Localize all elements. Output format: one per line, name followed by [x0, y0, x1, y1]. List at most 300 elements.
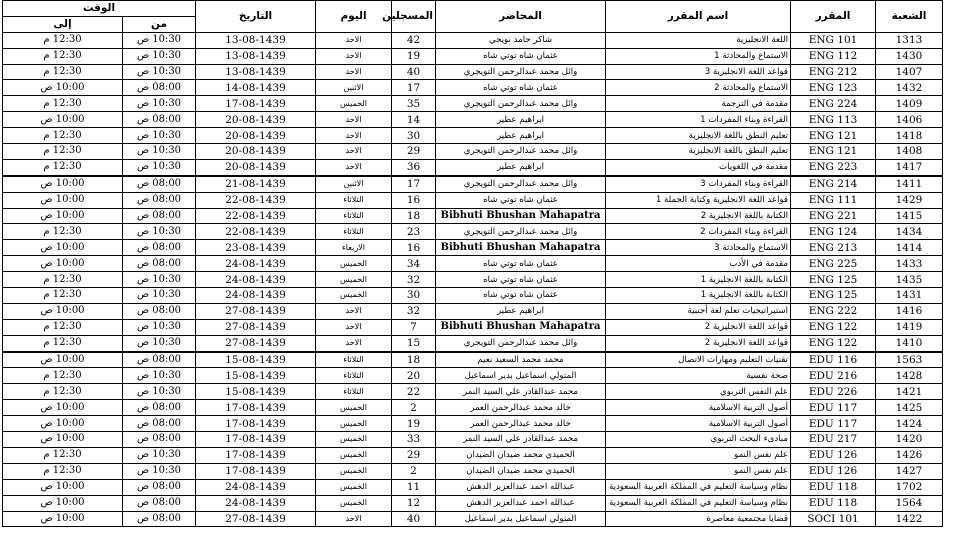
row-lecturer: ابراهيم عطير — [436, 303, 606, 319]
row-time-from: 10:30 ص — [123, 335, 196, 351]
row-time-to: 12:30 م — [3, 224, 123, 240]
row-section: 1414 — [876, 240, 943, 256]
row-time-from: 08:00 ص — [123, 511, 196, 527]
row-time-from: 08:00 ص — [123, 352, 196, 368]
row-time-to: 10:00 ص — [3, 192, 123, 208]
row-section: 1406 — [876, 112, 943, 128]
row-time-from: 10:30 ص — [123, 159, 196, 175]
row-section: 1418 — [876, 128, 943, 144]
row-date: 20-08-1439 — [196, 112, 316, 128]
row-course-name: مبادىء البحث التربوي — [606, 432, 791, 448]
row-day: الثلاثاء — [316, 384, 392, 400]
row-course: ENG 212 — [791, 64, 876, 80]
row-date: 20-08-1439 — [196, 128, 316, 144]
row-date: 17-08-1439 — [196, 400, 316, 416]
row-date: 24-08-1439 — [196, 479, 316, 495]
table-row — [3, 176, 943, 192]
row-enrolled: 23 — [392, 224, 436, 240]
row-date: 22-08-1439 — [196, 208, 316, 224]
header-time-to: إلى — [3, 16, 123, 32]
row-time-to: 12:30 م — [3, 319, 123, 335]
row-day: الاثنين — [316, 80, 392, 96]
row-time-from: 10:30 ص — [123, 384, 196, 400]
row-time-from: 10:30 ص — [123, 32, 196, 48]
row-course: ENG 224 — [791, 96, 876, 112]
header-time: الوقت — [3, 1, 196, 17]
row-course: EDU 226 — [791, 384, 876, 400]
row-course: ENG 112 — [791, 48, 876, 64]
row-course: ENG 121 — [791, 144, 876, 160]
row-lecturer: Bibhuti Bhushan Mahapatra — [436, 319, 606, 335]
row-course: EDU 126 — [791, 447, 876, 463]
row-course-name: اللغة الانجليزية — [606, 32, 791, 48]
row-course-name: قواعد اللغة الانجليزية 3 — [606, 64, 791, 80]
row-time-to: 10:00 ص — [3, 400, 123, 416]
row-section: 1408 — [876, 144, 943, 160]
row-day: الخميس — [316, 400, 392, 416]
row-course: ENG 121 — [791, 128, 876, 144]
row-course-name: قواعد اللغة الانجليزية 2 — [606, 319, 791, 335]
row-course-name: الكتابة باللغة الانجليزية 1 — [606, 288, 791, 304]
row-section: 1426 — [876, 447, 943, 463]
row-time-to: 12:30 م — [3, 32, 123, 48]
row-day: الاحد — [316, 64, 392, 80]
row-lecturer: عبدالله احمد عبدالعزيز الدهش — [436, 479, 606, 495]
row-time-from: 08:00 ص — [123, 416, 196, 432]
row-time-from: 08:00 ص — [123, 432, 196, 448]
row-enrolled: 33 — [392, 432, 436, 448]
row-lecturer: Bibhuti Bhushan Mahapatra — [436, 240, 606, 256]
row-time-to: 12:30 م — [3, 128, 123, 144]
row-date: 15-08-1439 — [196, 352, 316, 368]
header-section: الشعبة — [876, 1, 943, 33]
table-row — [3, 256, 943, 272]
table-row — [3, 32, 943, 48]
row-day: الخميس — [316, 256, 392, 272]
table-row — [3, 112, 943, 128]
row-enrolled: 32 — [392, 272, 436, 288]
row-day: الاثنين — [316, 176, 392, 192]
row-time-from: 10:30 ص — [123, 64, 196, 80]
row-date: 20-08-1439 — [196, 144, 316, 160]
row-day: الثلاثاء — [316, 368, 392, 384]
row-course-name: الكتابة باللغة الانجليزية 1 — [606, 272, 791, 288]
row-day: الخميس — [316, 416, 392, 432]
row-section: 1425 — [876, 400, 943, 416]
row-section: 1431 — [876, 288, 943, 304]
table-row — [3, 144, 943, 160]
row-lecturer: عثمان شاه توتي شاه — [436, 48, 606, 64]
row-course: ENG 111 — [791, 192, 876, 208]
row-time-from: 10:30 ص — [123, 368, 196, 384]
row-course: ENG 214 — [791, 176, 876, 192]
row-enrolled: 16 — [392, 192, 436, 208]
row-course-name: نظام وسياسة التعليم في المملكة العربية السعودية — [606, 479, 791, 495]
row-enrolled: 12 — [392, 495, 436, 511]
row-lecturer: وائل محمد عبدالرحمن التويجري — [436, 176, 606, 192]
row-enrolled: 29 — [392, 144, 436, 160]
row-time-from: 08:00 ص — [123, 112, 196, 128]
row-section: 1429 — [876, 192, 943, 208]
row-time-to: 10:00 ص — [3, 432, 123, 448]
table-row — [3, 96, 943, 112]
row-time-from: 08:00 ص — [123, 192, 196, 208]
row-course-name: قواعد اللغة الانجليزية 2 — [606, 335, 791, 351]
row-date: 14-08-1439 — [196, 80, 316, 96]
row-date: 17-08-1439 — [196, 463, 316, 479]
row-enrolled: 22 — [392, 384, 436, 400]
row-lecturer: عبدالله احمد عبدالعزيز الدهش — [436, 495, 606, 511]
table-row — [3, 80, 943, 96]
row-section: 1433 — [876, 256, 943, 272]
row-course: EDU 118 — [791, 495, 876, 511]
row-lecturer: شاكر حامد نويجي — [436, 32, 606, 48]
row-enrolled: 19 — [392, 416, 436, 432]
row-course: ENG 122 — [791, 319, 876, 335]
row-time-to: 12:30 م — [3, 463, 123, 479]
row-enrolled: 2 — [392, 400, 436, 416]
row-lecturer: المتولي اسماعيل بدير اسماعيل — [436, 368, 606, 384]
row-date: 17-08-1439 — [196, 416, 316, 432]
row-time-to: 12:30 م — [3, 368, 123, 384]
row-time-from: 10:30 ص — [123, 128, 196, 144]
row-date: 15-08-1439 — [196, 368, 316, 384]
row-course: ENG 125 — [791, 272, 876, 288]
row-enrolled: 18 — [392, 208, 436, 224]
row-course: ENG 113 — [791, 112, 876, 128]
row-lecturer: محمد عبدالقادر علي السيد النمر — [436, 384, 606, 400]
row-lecturer: وائل محمد عبدالرحمن التويجري — [436, 224, 606, 240]
row-date: 22-08-1439 — [196, 224, 316, 240]
row-enrolled: 7 — [392, 319, 436, 335]
row-lecturer: عثمان شاه توتي شاه — [436, 80, 606, 96]
row-section: 1564 — [876, 495, 943, 511]
row-section: 1432 — [876, 80, 943, 96]
row-enrolled: 30 — [392, 288, 436, 304]
row-day: الاربعاء — [316, 240, 392, 256]
row-lecturer: وائل محمد عبدالرحمن التويجري — [436, 96, 606, 112]
row-date: 21-08-1439 — [196, 176, 316, 192]
row-date: 27-08-1439 — [196, 335, 316, 351]
row-section: 1435 — [876, 272, 943, 288]
row-day: الثلاثاء — [316, 192, 392, 208]
header-course: المقرر — [791, 1, 876, 33]
row-course: ENG 124 — [791, 224, 876, 240]
row-time-from: 10:30 ص — [123, 224, 196, 240]
header-date: التاريخ — [196, 1, 316, 33]
table-row — [3, 432, 943, 448]
row-lecturer: خالد محمد عبدالرحمن العمر — [436, 400, 606, 416]
row-enrolled: 40 — [392, 511, 436, 527]
header-enrolled: المسجلين — [392, 1, 436, 33]
row-enrolled: 29 — [392, 447, 436, 463]
row-time-from: 08:00 ص — [123, 495, 196, 511]
row-course: ENG 122 — [791, 335, 876, 351]
row-course: EDU 117 — [791, 416, 876, 432]
table-row — [3, 64, 943, 80]
row-time-from: 10:30 ص — [123, 48, 196, 64]
row-date: 27-08-1439 — [196, 303, 316, 319]
row-course-name: نظام وسياسة التعليم في المملكة العربية السعودية — [606, 495, 791, 511]
row-enrolled: 17 — [392, 80, 436, 96]
row-course: ENG 223 — [791, 159, 876, 175]
row-enrolled: 34 — [392, 256, 436, 272]
table-row — [3, 303, 943, 319]
row-time-from: 10:30 ص — [123, 96, 196, 112]
row-course-name: مقدمة في اللغويات — [606, 159, 791, 175]
row-section: 1563 — [876, 352, 943, 368]
row-course-name: تقنيات التعليم ومهارات الاتصال — [606, 352, 791, 368]
table-row — [3, 368, 943, 384]
header-row — [3, 1, 943, 17]
row-lecturer: ابراهيم عطير — [436, 112, 606, 128]
table-row — [3, 272, 943, 288]
row-lecturer: ابراهيم عطير — [436, 128, 606, 144]
row-course-name: القراءة وبناء المفردات 3 — [606, 176, 791, 192]
row-section: 1420 — [876, 432, 943, 448]
row-lecturer: محمد عبدالقادر علي السيد النمر — [436, 432, 606, 448]
row-section: 1430 — [876, 48, 943, 64]
row-day: الثلاثاء — [316, 224, 392, 240]
row-date: 23-08-1439 — [196, 240, 316, 256]
row-course-name: الاستماع والمحادثة 3 — [606, 240, 791, 256]
row-enrolled: 18 — [392, 352, 436, 368]
row-course: ENG 221 — [791, 208, 876, 224]
row-section: 1410 — [876, 335, 943, 351]
table-row — [3, 319, 943, 335]
row-date: 20-08-1439 — [196, 159, 316, 175]
header-day: اليوم — [316, 1, 392, 33]
row-course: EDU 117 — [791, 400, 876, 416]
row-date: 13-08-1439 — [196, 64, 316, 80]
row-day: الاحد — [316, 128, 392, 144]
row-lecturer: عثمان شاه توتي شاه — [436, 256, 606, 272]
row-enrolled: 40 — [392, 64, 436, 80]
row-section: 1422 — [876, 511, 943, 527]
row-course-name: استيراتيجيات تعلم لغة أجنبية — [606, 303, 791, 319]
row-day: الخميس — [316, 479, 392, 495]
row-time-to: 10:00 ص — [3, 511, 123, 527]
table-row — [3, 416, 943, 432]
row-day: الخميس — [316, 432, 392, 448]
row-enrolled: 30 — [392, 128, 436, 144]
row-time-from: 08:00 ص — [123, 80, 196, 96]
row-lecturer: Bibhuti Bhushan Mahapatra — [436, 208, 606, 224]
row-time-from: 10:30 ص — [123, 447, 196, 463]
row-enrolled: 17 — [392, 176, 436, 192]
row-enrolled: 32 — [392, 303, 436, 319]
row-day: الخميس — [316, 463, 392, 479]
row-section: 1702 — [876, 479, 943, 495]
table-row — [3, 511, 943, 527]
row-enrolled: 19 — [392, 48, 436, 64]
row-time-to: 12:30 م — [3, 96, 123, 112]
row-lecturer: وائل محمد عبدالرحمن التويجري — [436, 64, 606, 80]
row-time-from: 08:00 ص — [123, 400, 196, 416]
row-course-name: تعليم النطق باللغة الانجليزية — [606, 128, 791, 144]
row-day: الخميس — [316, 288, 392, 304]
row-course-name: أصول التربية الاسلامية — [606, 400, 791, 416]
header-time-from: من — [123, 16, 196, 32]
table-row — [3, 400, 943, 416]
row-lecturer: عثمان شاه توتي شاه — [436, 272, 606, 288]
row-enrolled: 35 — [392, 96, 436, 112]
table-row — [3, 447, 943, 463]
row-time-to: 12:30 م — [3, 335, 123, 351]
table-row — [3, 224, 943, 240]
row-section: 1428 — [876, 368, 943, 384]
row-time-to: 12:30 م — [3, 288, 123, 304]
table-row — [3, 463, 943, 479]
row-time-to: 12:30 م — [3, 48, 123, 64]
row-course: EDU 217 — [791, 432, 876, 448]
row-enrolled: 14 — [392, 112, 436, 128]
row-lecturer: عثمان شاه توتي شاه — [436, 288, 606, 304]
row-day: الاحد — [316, 319, 392, 335]
row-course-name: علم نفس النمو — [606, 463, 791, 479]
row-course: ENG 225 — [791, 256, 876, 272]
row-day: الخميس — [316, 272, 392, 288]
row-course-name: مقدمة في الأدب — [606, 256, 791, 272]
row-course: ENG 101 — [791, 32, 876, 48]
row-date: 17-08-1439 — [196, 96, 316, 112]
row-time-to: 12:30 م — [3, 159, 123, 175]
row-section: 1415 — [876, 208, 943, 224]
row-section: 1411 — [876, 176, 943, 192]
row-day: الاحد — [316, 112, 392, 128]
row-time-to: 10:00 ص — [3, 352, 123, 368]
row-section: 1409 — [876, 96, 943, 112]
row-time-to: 12:30 م — [3, 144, 123, 160]
table-row — [3, 128, 943, 144]
row-section: 1416 — [876, 303, 943, 319]
exam-schedule-table — [2, 0, 943, 527]
row-course: SOCI 101 — [791, 511, 876, 527]
row-time-to: 12:30 م — [3, 64, 123, 80]
row-enrolled: 15 — [392, 335, 436, 351]
row-day: الاحد — [316, 335, 392, 351]
row-course: EDU 116 — [791, 352, 876, 368]
row-date: 24-08-1439 — [196, 256, 316, 272]
row-section: 1421 — [876, 384, 943, 400]
row-time-from: 08:00 ص — [123, 256, 196, 272]
row-course: EDU 126 — [791, 463, 876, 479]
row-lecturer: وائل محمد عبدالرحمن التويجري — [436, 144, 606, 160]
row-section: 1313 — [876, 32, 943, 48]
row-course-name: علم نفس النمو — [606, 447, 791, 463]
row-date: 24-08-1439 — [196, 288, 316, 304]
row-time-from: 10:30 ص — [123, 144, 196, 160]
row-time-to: 10:00 ص — [3, 208, 123, 224]
row-day: الاحد — [316, 144, 392, 160]
row-day: الثلاثاء — [316, 352, 392, 368]
row-section: 1427 — [876, 463, 943, 479]
row-time-to: 10:00 ص — [3, 112, 123, 128]
row-course: ENG 213 — [791, 240, 876, 256]
row-date: 15-08-1439 — [196, 384, 316, 400]
table-row — [3, 479, 943, 495]
row-course: EDU 216 — [791, 368, 876, 384]
row-date: 13-08-1439 — [196, 48, 316, 64]
row-course-name: الاستماع والمحادثة 1 — [606, 48, 791, 64]
table-row — [3, 208, 943, 224]
row-time-to: 12:30 م — [3, 384, 123, 400]
row-course: ENG 125 — [791, 288, 876, 304]
row-time-from: 08:00 ص — [123, 479, 196, 495]
row-course-name: مقدمة في الترجمة — [606, 96, 791, 112]
exam-schedule — [2, 0, 942, 527]
row-enrolled: 20 — [392, 368, 436, 384]
row-course-name: الكتابة باللغة الانجليزية 2 — [606, 208, 791, 224]
row-course-name: صحة نفسية — [606, 368, 791, 384]
row-course-name: القراءة وبناء المفردات 2 — [606, 224, 791, 240]
row-date: 24-08-1439 — [196, 495, 316, 511]
row-lecturer: محمد محمد السعيد نعيم — [436, 352, 606, 368]
table-row — [3, 495, 943, 511]
row-date: 27-08-1439 — [196, 319, 316, 335]
row-day: الاحد — [316, 511, 392, 527]
row-date: 24-08-1439 — [196, 272, 316, 288]
table-row — [3, 335, 943, 351]
row-time-to: 10:00 ص — [3, 495, 123, 511]
row-course-name: الاستماع والمحادثة 2 — [606, 80, 791, 96]
row-course-name: علم النفس التربوي — [606, 384, 791, 400]
row-day: الاحد — [316, 303, 392, 319]
row-time-to: 10:00 ص — [3, 80, 123, 96]
row-day: الاحد — [316, 32, 392, 48]
row-time-from: 08:00 ص — [123, 240, 196, 256]
row-day: الخميس — [316, 495, 392, 511]
row-course: ENG 123 — [791, 80, 876, 96]
row-time-from: 08:00 ص — [123, 303, 196, 319]
row-day: الاحد — [316, 48, 392, 64]
row-time-to: 10:00 ص — [3, 303, 123, 319]
row-course-name: القراءة وبناء المفردات 1 — [606, 112, 791, 128]
row-time-to: 10:00 ص — [3, 240, 123, 256]
row-enrolled: 11 — [392, 479, 436, 495]
row-date: 22-08-1439 — [196, 192, 316, 208]
row-section: 1434 — [876, 224, 943, 240]
table-row — [3, 48, 943, 64]
row-date: 13-08-1439 — [196, 32, 316, 48]
row-section: 1424 — [876, 416, 943, 432]
row-enrolled: 36 — [392, 159, 436, 175]
row-lecturer: الحميدي محمد ضيدان الضيدان — [436, 463, 606, 479]
row-time-to: 12:30 م — [3, 272, 123, 288]
row-time-from: 10:30 ص — [123, 288, 196, 304]
row-enrolled: 2 — [392, 463, 436, 479]
row-time-to: 10:00 ص — [3, 479, 123, 495]
row-day: الخميس — [316, 447, 392, 463]
table-row — [3, 352, 943, 368]
row-time-from: 10:30 ص — [123, 272, 196, 288]
row-lecturer: الحميدي محمد ضيدان الضيدان — [436, 447, 606, 463]
row-time-to: 10:00 ص — [3, 416, 123, 432]
row-course: EDU 118 — [791, 479, 876, 495]
row-date: 17-08-1439 — [196, 432, 316, 448]
table-row — [3, 159, 943, 175]
header-course-name: اسم المقرر — [606, 1, 791, 33]
row-time-from: 08:00 ص — [123, 208, 196, 224]
row-lecturer: المتولي اسماعيل بدير اسماعيل — [436, 511, 606, 527]
row-course-name: قواعد اللغة الانجليزية وكتابة الجملة 1 — [606, 192, 791, 208]
row-time-to: 12:30 م — [3, 447, 123, 463]
table-row — [3, 192, 943, 208]
table-row — [3, 384, 943, 400]
row-lecturer: ابراهيم عطير — [436, 159, 606, 175]
row-section: 1417 — [876, 159, 943, 175]
table-body — [3, 32, 943, 527]
